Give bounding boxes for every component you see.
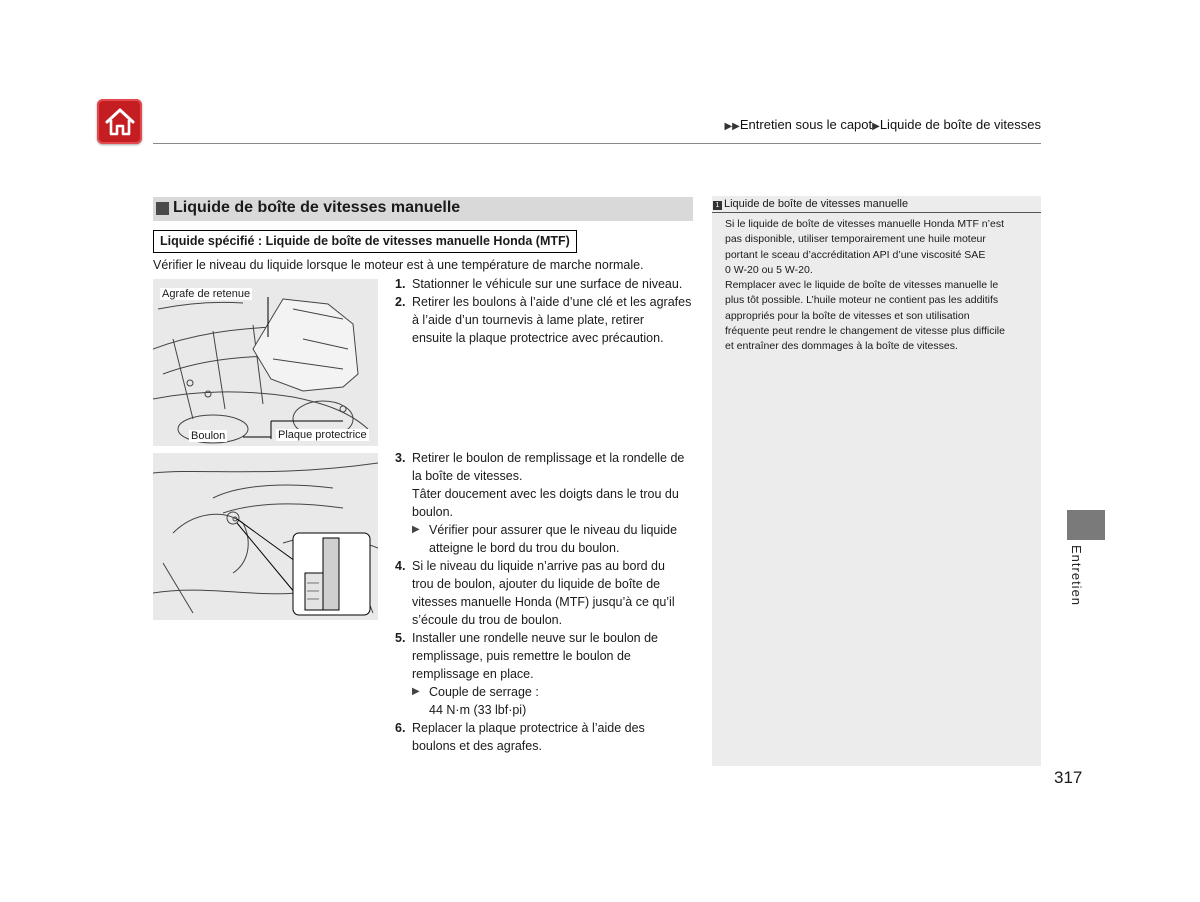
step-5: [395, 629, 695, 719]
section-title: Liquide de boîte de vitesses manuelle: [173, 199, 461, 216]
sidebar-line: appropriés pour la boîte de vitesses et son utilisation: [725, 309, 970, 322]
step-text: à l’aide d’un tournevis à lame plate, retirer: [412, 313, 645, 327]
step-text: remplissage en place.: [412, 667, 534, 681]
step-6: [395, 719, 695, 755]
sidebar-line: et entraîner des dommages à la boîte de vitesses.: [725, 340, 958, 353]
step-text: Si le niveau du liquide n’arrive pas au bord du: [412, 559, 665, 573]
sidebar-note: [712, 196, 1041, 766]
step-text: Tâter doucement avec les doigts dans le trou du: [412, 487, 679, 501]
sidebar-line: fréquente peut rendre le changement de vitesse plus difficile: [725, 325, 1005, 338]
under-cover-illustration: [153, 279, 378, 446]
step-text: remplissage, puis remettre le boulon de: [412, 649, 631, 663]
section-heading: [153, 197, 693, 221]
steps-block-1: [395, 275, 695, 347]
step-text: Replacer la plaque protectrice à l’aide des: [412, 721, 645, 735]
step-number: 1.: [395, 277, 406, 291]
label-protective-plate: Plaque protectrice: [278, 429, 367, 441]
reference-marker-icon: 1: [713, 201, 722, 210]
page-number: 317: [1054, 768, 1083, 787]
step-2: [395, 293, 695, 347]
figure-under-cover: [153, 279, 378, 446]
step-4: [395, 557, 695, 629]
step-text: la boîte de vitesses.: [412, 469, 523, 483]
triangle-right-icon: ▶: [412, 686, 420, 697]
step-number: 5.: [395, 631, 406, 645]
step-text: boulons et des agrafes.: [412, 739, 542, 753]
label-retaining-clip: Agrafe de retenue: [162, 288, 251, 300]
sidebar-line: Si le liquide de boîte de vitesses manuelle Honda MTF n’est: [725, 218, 1004, 230]
sidebar-title-text: Liquide de boîte de vitesses manuelle: [724, 198, 909, 210]
step-text: boulon.: [412, 505, 454, 519]
sidebar-title: [712, 196, 1041, 213]
note-text: atteigne le bord du trou du boulon.: [429, 541, 620, 555]
step-text: Installer une rondelle neuve sur le boulon de: [412, 631, 659, 645]
breadcrumb: [724, 117, 1041, 132]
fill-bolt-illustration: [153, 453, 378, 620]
triangle-right-icon: ▶: [872, 121, 880, 132]
step-note: [412, 521, 695, 557]
double-triangle-right-icon: ▶▶: [724, 121, 740, 132]
figure-fill-bolt: [153, 453, 378, 620]
step-text: vitesses manuelle Honda (MTF) jusqu’à ce qu’il: [412, 595, 675, 609]
label-bolt: Boulon: [191, 430, 226, 442]
chapter-tab[interactable]: [1067, 510, 1105, 540]
step-text: s’écoule du trou de boulon.: [412, 613, 563, 627]
header-divider: [153, 143, 1041, 144]
breadcrumb-item-2[interactable]: Liquide de boîte de vitesses: [879, 117, 1041, 132]
intro-text: Vérifier le niveau du liquide lorsque le moteur est à une température de marche normale.: [153, 258, 644, 272]
triangle-right-icon: ▶: [412, 524, 420, 535]
step-text: trou de boulon, ajouter du liquide de boîte de: [412, 577, 661, 591]
step-note: [412, 683, 695, 719]
sidebar-line: 0 W-20 ou 5 W-20.: [725, 263, 813, 276]
note-text: Vérifier pour assurer que le niveau du liquide: [429, 523, 678, 537]
step-number: 3.: [395, 451, 406, 465]
sidebar-line: pas disponible, utiliser temporairement une huile moteur: [725, 233, 986, 246]
note-text: Couple de serrage :: [429, 685, 539, 699]
sidebar-body: [725, 217, 1025, 355]
step-1: [395, 275, 695, 293]
sidebar-line: plus tôt possible. L’huile moteur ne contient pas les additifs: [725, 294, 999, 307]
step-text: ensuite la plaque protectrice avec précaution.: [412, 331, 664, 345]
home-button[interactable]: [97, 99, 142, 144]
step-number: 2.: [395, 295, 406, 309]
steps-block-2: [395, 449, 695, 755]
home-icon: [104, 106, 136, 138]
step-text: Retirer les boulons à l’aide d’une clé et les agrafes: [412, 295, 692, 309]
step-text: Retirer le boulon de remplissage et la rondelle de: [412, 451, 685, 465]
step-text: Stationner le véhicule sur une surface de niveau.: [412, 277, 683, 291]
step-number: 6.: [395, 721, 406, 735]
breadcrumb-item-1[interactable]: Entretien sous le capot: [739, 117, 873, 132]
chapter-label: Entretien: [1069, 545, 1084, 607]
square-bullet-icon: [156, 202, 169, 215]
step-number: 4.: [395, 559, 406, 573]
note-text: 44 N·m (33 lbf·pi): [429, 703, 527, 717]
step-3: [395, 449, 695, 557]
sidebar-line: Remplacer avec le liquide de boîte de vitesses manuelle le: [725, 279, 999, 292]
sidebar-line: portant le sceau d’accréditation API d’une viscosité SAE: [725, 248, 986, 261]
spec-box: Liquide spécifié : Liquide de boîte de vitesses manuelle Honda (MTF): [153, 230, 577, 253]
